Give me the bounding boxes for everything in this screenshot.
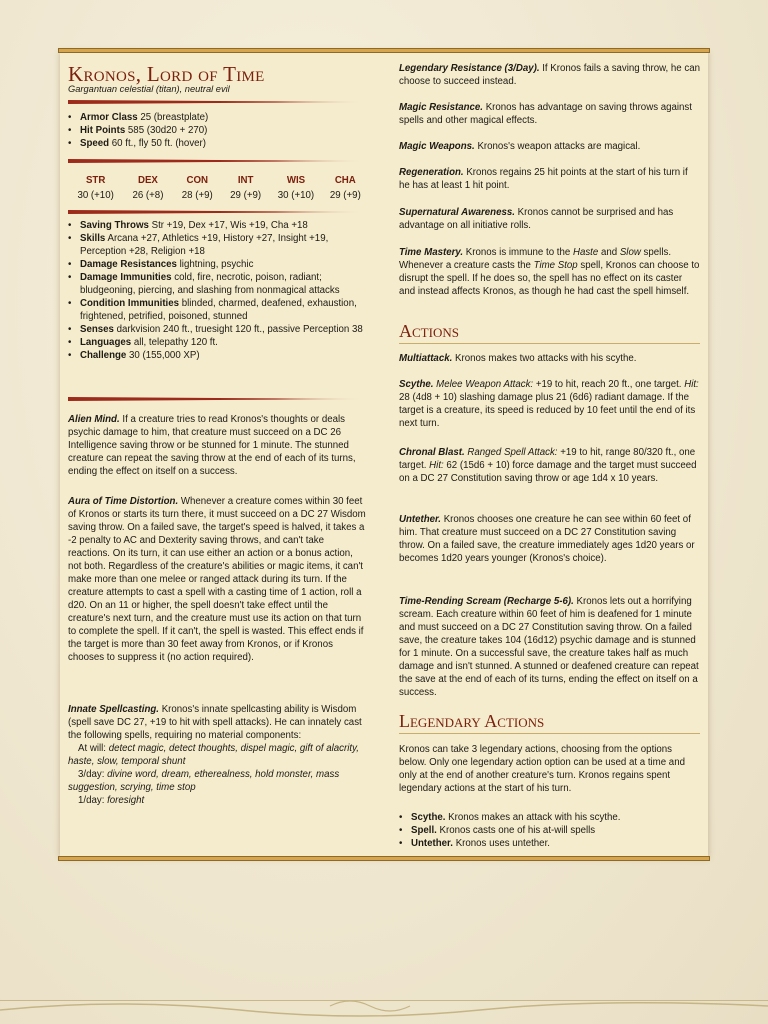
- monster-name: Kronos, Lord of Time: [68, 62, 265, 86]
- skills: • Skills Arcana +27, Athletics +19, History +27, Insight +19, Perception +28, Religion +18: [68, 232, 368, 258]
- ability-cha-label: CHA: [334, 175, 356, 186]
- action-time-rending-scream: Time-Rending Scream (Recharge 5-6). Kronos lets out a horrifying scream. Each creature within 60 feet of him is deafened for 1 minute and must succeed on a DC 27 Constitution saving throw. On a failed save, the creature takes 104 (16d12) psychic damage and is stunned for 1 minute. On a successful save, the creature takes half as much damage and isn't stunned. A stunned or deafened creature can repeat the save at the end of each of its turns, ending the effect on itself on a success.: [399, 596, 699, 698]
- three-per-day-spells: divine word, dream, etherealness, hold monster, mass suggestion, scrying, time stop: [68, 769, 340, 793]
- damage-immunities: • Damage Immunities cold, fire, necrotic, poison, radiant; bludgeoning, piercing, and slashing from nonmagical attacks: [68, 271, 368, 297]
- languages: • Languages all, telepathy 120 ft.: [68, 336, 368, 349]
- action-scythe: Scythe. Melee Weapon Attack: +19 to hit, reach 20 ft., one target. Hit: 28 (4d8 + 10) slashing damage plus 21 (6d6) radiant damage. If the target is a creature, its speed is reduced by 10 feet until the end of its next turn.: [399, 379, 699, 429]
- saving-throws: • Saving Throws Str +19, Dex +17, Wis +19, Cha +18: [68, 219, 368, 232]
- armor-class: • Armor Class 25 (breastplate): [68, 111, 368, 124]
- trait-regeneration: Regeneration. Kronos regains 25 hit points at the start of his turn if he has at least 1 hit point.: [399, 167, 688, 191]
- footer-ornament: [0, 996, 768, 1024]
- trait-alien-mind: Alien Mind. If a creature tries to read Kronos's thoughts or deals psychic damage to him, that creature must succeed on a DC 26 Intelligence saving throw or be stunned for 1 minute. The stunned creature can repeat the saving throw at the end of each of its turns, ending the effect on itself on a success.: [68, 414, 356, 477]
- actions-rule: [399, 343, 700, 344]
- ability-wis-label: WIS: [286, 175, 306, 186]
- at-will-spells: detect magic, detect thoughts, dispel magic, gift of alacrity, haste, slow, temporal shunt: [68, 743, 359, 767]
- ability-con-value: 28 (+9): [181, 190, 213, 201]
- ability-str-value: 30 (+10): [77, 190, 114, 201]
- speed: • Speed 60 ft., fly 50 ft. (hover): [68, 137, 368, 150]
- action-chronal-blast: Chronal Blast. Ranged Spell Attack: +19 to hit, range 80/320 ft., one target. Hit: 62 (15d6 + 10) force damage and the target must succeed on a DC 27 Constitution saving throw or age 1d4 x 10 years.: [399, 447, 697, 484]
- legendary-untether: • Untether. Kronos uses untether.: [399, 837, 700, 850]
- stat-block-bottom-border: [58, 856, 710, 861]
- action-multiattack: Multiattack. Kronos makes two attacks with his scythe.: [399, 353, 637, 364]
- trait-magic-resistance: Magic Resistance. Kronos has advantage on saving throws against spells and other magical effects.: [399, 102, 692, 126]
- legendary-intro: Kronos can take 3 legendary actions, choosing from the options below. Only one legendary action option can be used at a time and only at the end of another creature's turn. Kronos regains spent legendary actions at the start of his turn.: [399, 744, 685, 794]
- ability-dex-value: 26 (+8): [132, 190, 164, 201]
- senses: • Senses darkvision 240 ft., truesight 120 ft., passive Perception 38: [68, 323, 368, 336]
- legendary-scythe: • Scythe. Kronos makes an attack with his scythe.: [399, 811, 700, 824]
- challenge: • Challenge 30 (155,000 XP): [68, 349, 368, 362]
- ability-int-label: INT: [237, 175, 254, 186]
- legendary-actions-heading: Legendary Actions: [399, 711, 545, 731]
- damage-resistances: • Damage Resistances lightning, psychic: [68, 258, 368, 271]
- action-untether: Untether. Kronos chooses one creature he can see within 60 feet of him. That creature must succeed on a DC 27 Constitution saving throw. On a failed save, the creature immediately ages 1d20 years or becomes 1d20 years younger (Kronos's choice).: [399, 514, 695, 564]
- ability-values: [68, 190, 368, 201]
- detail-stats: [68, 219, 368, 362]
- ability-cha-value: 29 (+9): [329, 190, 361, 201]
- legendary-spell: • Spell. Kronos casts one of his at-will spells: [399, 824, 700, 837]
- basic-stats: [68, 111, 368, 150]
- trait-aura-of-time-distortion: Aura of Time Distortion. Whenever a creature comes within 30 feet of Kronos or starts its turn there, it must succeed on a DC 27 Wisdom saving throw. On a failed save, the target's speed is halved, it takes a -2 penalty to AC and Dexterity saving throws, and can't take reactions. On its turn, it can use either an action or a bonus action, not both. Regardless of the creature's abilities or magic items, it can't make more than one melee or ranged attack during its turn. If the creature attempts to cast a spell with a casting time of 1 action, roll a d20. On an 11 or higher, the spell doesn't take effect until the creature's next turn, and the creature must use its action on that turn to complete the spell. If it can't, the spell is wasted. This effect ends if the target is more than 30 feet away from Kronos, or if Kronos chooses to suppress it (no action required).: [68, 496, 366, 663]
- stat-block-top-border: [58, 48, 710, 53]
- condition-immunities: • Condition Immunities blinded, charmed, deafened, exhaustion, frightened, petrified, poisoned, stunned: [68, 297, 368, 323]
- actions-heading: Actions: [399, 321, 459, 341]
- ability-int-value: 29 (+9): [230, 190, 262, 201]
- trait-time-mastery: Time Mastery. Kronos is immune to the Haste and Slow spells. Whenever a creature casts the Time Stop spell, Kronos can choose to disrupt the spell. If he does so, the spell has no effect on its caster and instead affects Kronos, as though he had cast the spell himself.: [399, 247, 700, 297]
- hit-points: • Hit Points 585 (30d20 + 270): [68, 124, 368, 137]
- trait-legendary-resistance: Legendary Resistance (3/Day). If Kronos fails a saving throw, he can choose to succeed instead.: [399, 63, 701, 87]
- ability-str-label: STR: [85, 175, 106, 186]
- legendary-action-list: [399, 811, 700, 850]
- ability-headers: [68, 175, 368, 186]
- monster-type: Gargantuan celestial (titan), neutral evil: [68, 84, 230, 94]
- trait-magic-weapons: Magic Weapons. Kronos's weapon attacks are magical.: [399, 141, 641, 152]
- ability-con-label: CON: [186, 175, 209, 186]
- ability-scores: [68, 175, 368, 201]
- trait-innate-spellcasting: Innate Spellcasting. Kronos's innate spellcasting ability is Wisdom (spell save DC 27, +19 to hit with spell attacks). He can innately cast the following spells, requiring no material components: At will: detect magic, detect thoughts, dispel magic, gift of alacrity, haste, slow, temporal shunt 3/day: divine word, dream, etherealness, hold monster, mass suggestion, scrying, time stop 1/day: foresight: [68, 704, 362, 806]
- legendary-rule: [399, 733, 700, 734]
- ability-dex-label: DEX: [137, 175, 158, 186]
- trait-supernatural-awareness: Supernatural Awareness. Kronos cannot be surprised and has advantage on all initiative rolls.: [399, 207, 674, 231]
- one-per-day-spells: foresight: [107, 795, 145, 806]
- ability-wis-value: 30 (+10): [277, 190, 315, 201]
